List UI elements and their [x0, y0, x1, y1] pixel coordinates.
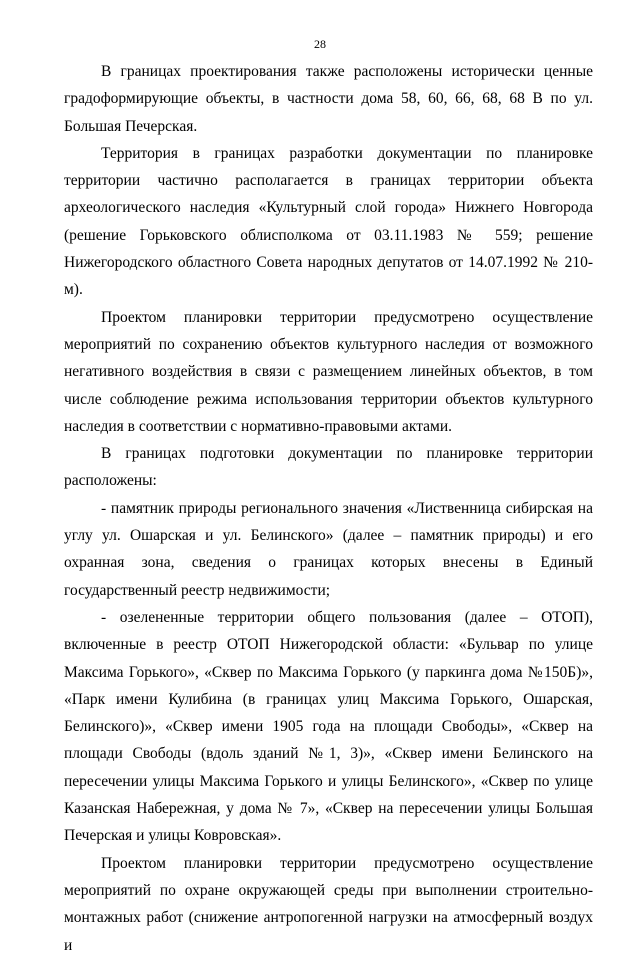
page-number: 28: [314, 37, 326, 51]
paragraph-historic-objects: В границах проектирования также расположены исторически ценные градоформирующие объекты, в частности дома 58, 60, 66, 68, 68 В по ул. Большая Печерская.: [64, 63, 593, 135]
paragraph-environmental-measures: Проектом планировки территории предусмотрено осуществление мероприятий по охране окружающей среды при выполнении строительно-монтажных работ (снижение антропогенной нагрузки на атмосферный воздух и: [64, 854, 593, 954]
paragraph-located-within-boundaries: В границах подготовки документации по планировке территории расположены:: [64, 445, 593, 490]
paragraph-heritage-protection-measures: Проектом планировки территории предусмотрено осуществление мероприятий по сохранению объектов культурного наследия от возможного негативного воздействия в связи с размещением линейных объектов, в том числе соблюдение режима использования территории объектов культурного наследия в соответствии с нормативно-правовыми актами.: [64, 308, 593, 435]
list-item-green-areas: - озелененные территории общего пользования (далее – ОТОП), включенные в реестр ОТОП Нижегородской области: «Бульвар по улице Максима Горького», «Сквер по Максима Горького (у паркинга дома №150Б)», «Парк имени Кулибина (в границах улиц Максима Горького, Ошарская, Белинского)», «Сквер имени 1905 года на площади Свободы», «Сквер на площади Свободы (вдоль зданий №1, 3)», «Сквер имени Белинского на пересечении улицы Максима Горького и улицы Белинского», «Сквер по улице Казанская Набережная, у дома № 7», «Сквер на пересечении улицы Большая Печерская и улицы Ковровская».: [64, 608, 593, 845]
document-body: [64, 58, 593, 959]
paragraph-archaeological-heritage: Территория в границах разработки документации по планировке территории частично располагается в границах территории объекта археологического наследия «Культурный слой города» Нижнего Новгорода (решение Горьковского облисполкома от 03.11.1983 № 559; решение Нижегородского областного Совета народных депутатов от 14.07.1992 № 210-м).: [64, 144, 593, 299]
list-item-natural-monument: - памятник природы регионального значения «Лиственница сибирская на углу ул. Ошарская и ул. Белинского» (далее – памятник природы) и его охранная зона, сведения о границах которых внесены в Единый государственный реестр недвижимости;: [64, 499, 593, 599]
